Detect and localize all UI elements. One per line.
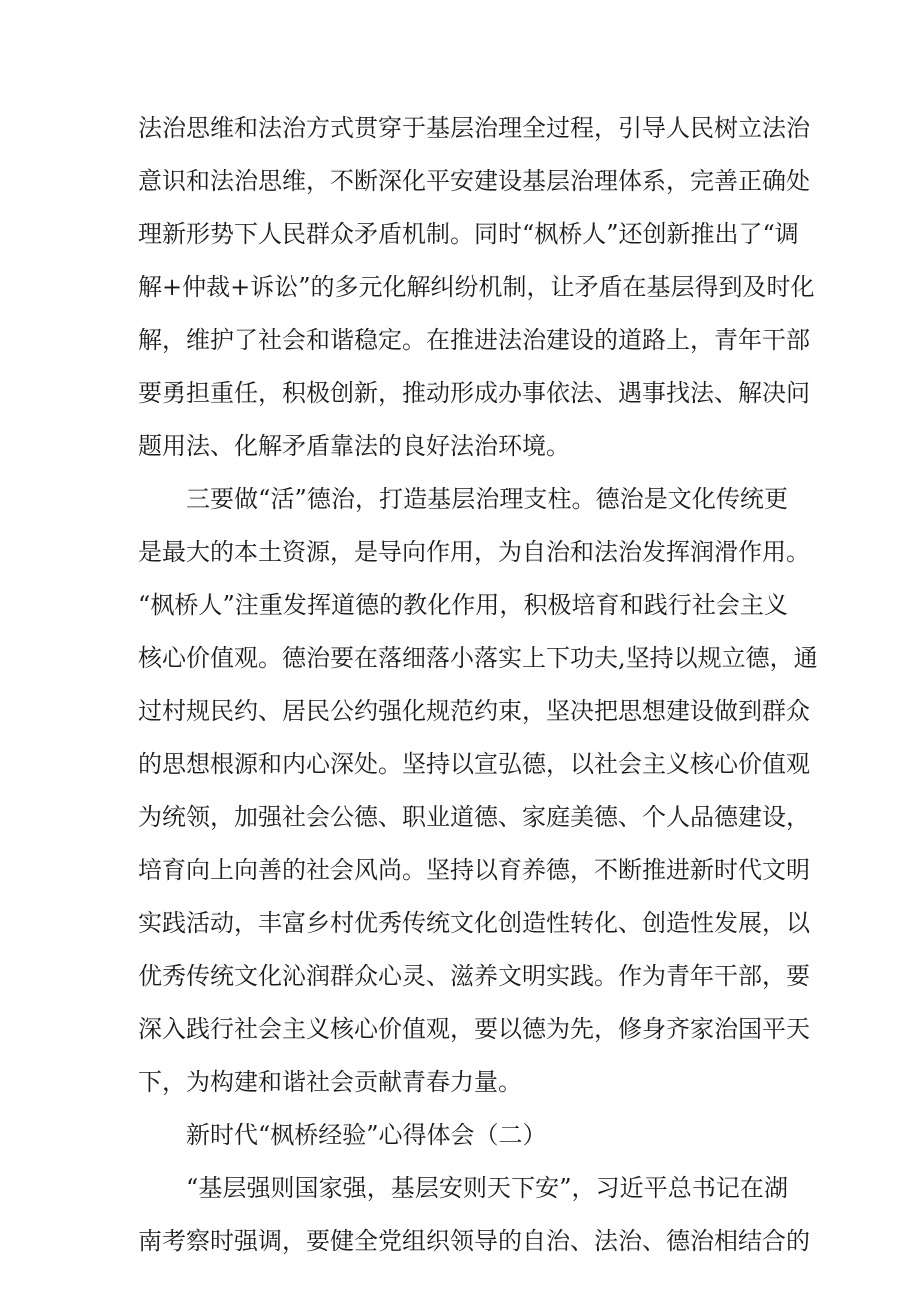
text-line: 过村规民约、居民公约强化规范约束，坚决把思想建设做到群众 [138, 697, 810, 725]
text-line: 核心价值观。德治要在落细落小落实上下功夫,坚持以规立德，通 [138, 644, 818, 672]
paragraph-first-line: “基层强则国家强，基层安则天下安”，习近平总书记在湖 [186, 1174, 788, 1202]
text-line: 南考察时强调，要健全党组织领导的自治、法治、德治相结合的 [138, 1227, 810, 1255]
text-line: 为统领，加强社会公德、职业道德、家庭美德、个人品德建设， [138, 803, 810, 831]
text-line: 要勇担重任，积极创新，推动形成办事依法、遇事找法、解决问 [138, 379, 810, 407]
text-line: 解，维护了社会和谐稳定。在推进法治建设的道路上，青年干部 [138, 326, 810, 354]
text-line: 题用法、化解矛盾靠法的良好法治环境。 [138, 432, 570, 460]
paragraph-first-line: 三要做“活”德治，打造基层治理支柱。德治是文化传统更 [186, 485, 788, 513]
text-line: 的思想根源和内心深处。坚持以宣弘德，以社会主义核心价值观 [138, 750, 810, 778]
text-line: 优秀传统文化沁润群众心灵、滋养文明实践。作为青年干部，要 [138, 962, 810, 990]
text-line: 下，为构建和谐社会贡献青春力量。 [138, 1068, 522, 1096]
text-line: 培育向上向善的社会风尚。坚持以育养德，不断推进新时代文明 [138, 856, 810, 884]
text-line: “枫桥人”注重发挥道德的教化作用，积极培育和践行社会主义 [138, 591, 788, 619]
text-line: 法治思维和法治方式贯穿于基层治理全过程，引导人民树立法治 [138, 114, 810, 142]
section-heading: 新时代“枫桥经验”心得体会（二） [186, 1121, 547, 1149]
text-line: 意识和法治思维，不断深化平安建设基层治理体系，完善正确处 [138, 167, 810, 195]
text-line: 深入践行社会主义核心价值观，要以德为先，修身齐家治国平天 [138, 1015, 810, 1043]
text-line: 解+仲裁+诉讼”的多元化解纠纷机制，让矛盾在基层得到及时化 [138, 273, 815, 301]
text-line: 是最大的本土资源，是导向作用，为自治和法治发挥润滑作用。 [138, 538, 810, 566]
text-line: 实践活动，丰富乡村优秀传统文化创造性转化、创造性发展，以 [138, 909, 810, 937]
text-line: 理新形势下人民群众矛盾机制。同时“枫桥人”还创新推出了“调 [138, 220, 799, 248]
